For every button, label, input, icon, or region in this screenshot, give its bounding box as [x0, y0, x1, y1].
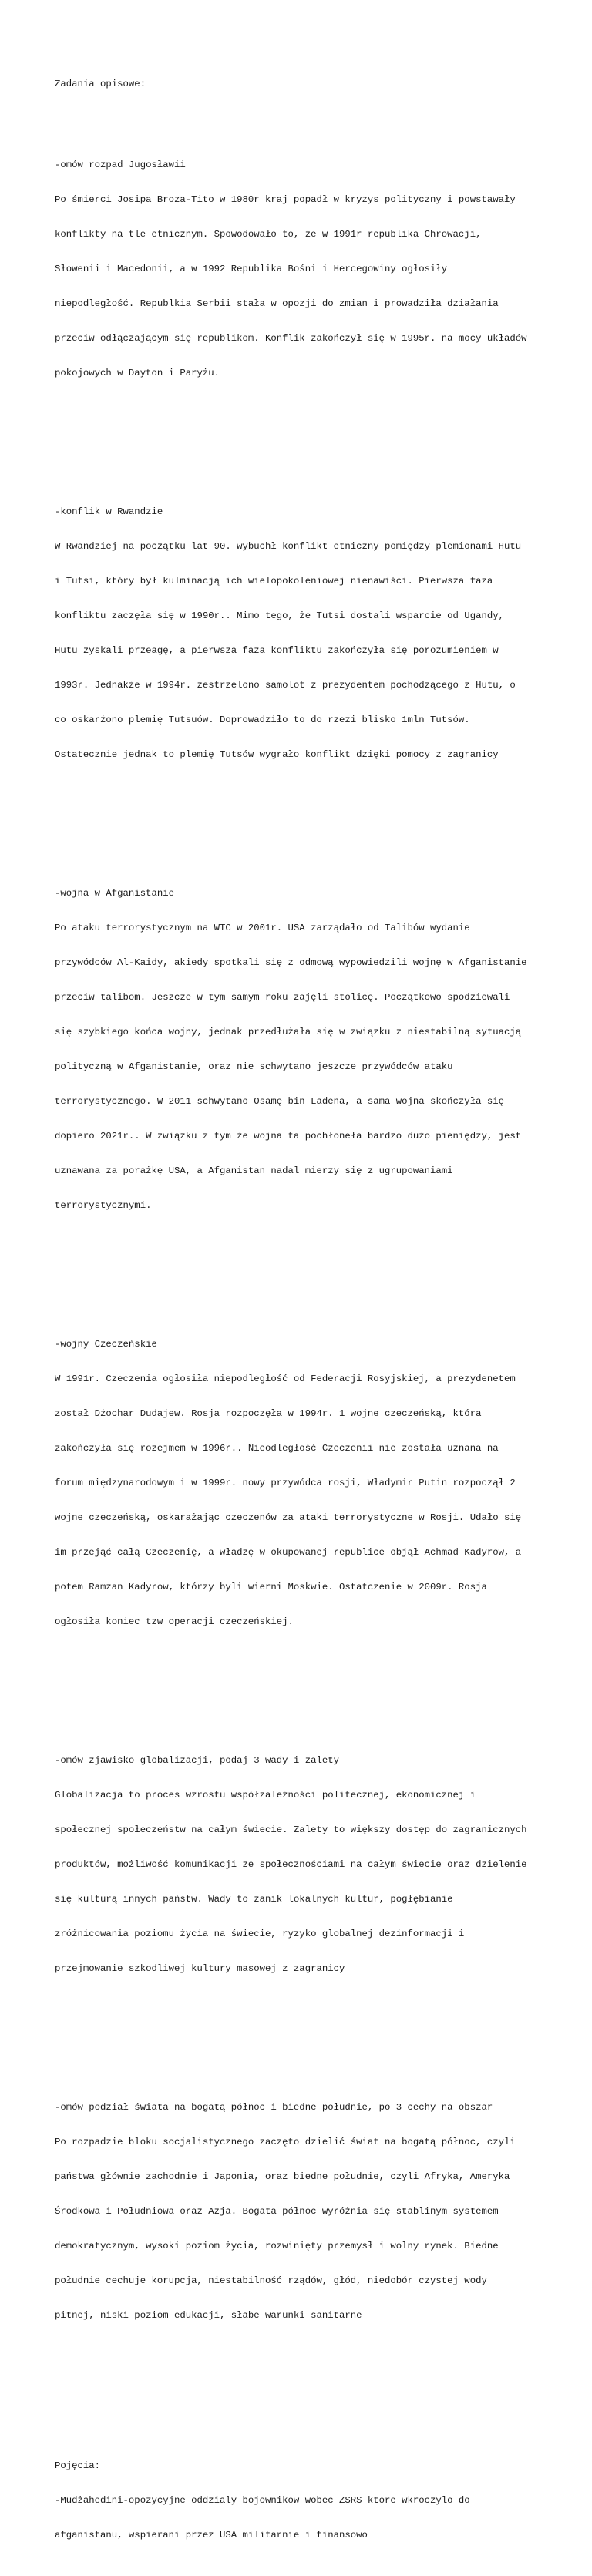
paragraph-line: konfliktu zaczęła się w 1990r.. Mimo tego, że Tutsi dostali wsparcie od Ugandy, — [55, 610, 504, 621]
paragraph-line: dopiero 2021r.. W związku z tym że wojna ta pochłoneła bardzo dużo pieniędzy, jest — [55, 1131, 522, 1142]
paragraph-line: przywódców Al-Kaidy, akiedy spotkali się z odmową wypowiedzili wojnę w Afganistanie — [55, 957, 527, 968]
section-afghanistan — [55, 865, 548, 1235]
paragraph-line: 1993r. Jednakże w 1994r. zestrzelono samolot z prezydentem pochodzącego z Hutu, o — [55, 680, 516, 691]
paragraph-line: się szybkiego końca wojny, jednak przedłużała się w związku z niestabilną sytuacją — [55, 1027, 522, 1037]
paragraph-line: Po śmierci Josipa Broza-Tito w 1980r kraj popadł w kryzys polityczny i powstawały — [55, 194, 516, 205]
paragraph-line: demokratycznym, wysoki poziom życia, rozwinięty przemysł i wolny rynek. Biedne — [55, 2241, 499, 2251]
paragraph-line: się kulturą innych państw. Wady to zanik lokalnych kultur, pogłębianie — [55, 1894, 453, 1905]
concepts-heading: Pojęcia: — [55, 2460, 101, 2471]
paragraph-line: niepodległość. Republkia Serbii stała w opozji do zmian i prowadziła działania — [55, 298, 499, 309]
paragraph-line: Środkowa i Południowa oraz Azja. Bogata północ wyróżnia się stablinym systemem — [55, 2206, 499, 2217]
blank-line — [55, 425, 548, 437]
paragraph-line: przeciw odłączającym się republikom. Konflik zakończył się w 1995r. na mocy układów — [55, 333, 527, 344]
paragraph-line: Hutu zyskali przeagę, a pierwsza faza konfliktu zakończyła się porozumieniem w — [55, 645, 499, 656]
paragraph-line: zróżnicowania poziomu życia na świecie, ryzyko globalnej dezinformacji i — [55, 1929, 465, 1939]
paragraph-line: co oskarżono plemię Tutsuów. Doprowadziło to do rzezi blisko 1mln Tutsów. — [55, 715, 470, 725]
paragraph-line: przeciw talibom. Jeszcze w tym samym roku zajęli stolicę. Początkowo spodziewali — [55, 992, 510, 1003]
paragraph-line: Słowenii i Macedonii, a w 1992 Republika Bośni i Hercegowiny ogłosiły — [55, 264, 448, 274]
section-title: -konflik w Rwandzie — [55, 506, 163, 517]
paragraph-line: południe cechuje korupcja, niestabilność rządów, głód, niedobór czystej wody — [55, 2275, 487, 2286]
paragraph-line: Po ataku terrorystycznym na WTC w 2001r. USA zarządało od Talibów wydanie — [55, 923, 470, 933]
paragraph-line: wojne czeczeńską, oskarażając czeczenów za ataki terrorystyczne w Rosji. Udało się — [55, 1512, 522, 1523]
paragraph-line: Globalizacja to proces wzrostu współzależności politecznej, ekonomicznej i — [55, 1790, 476, 1801]
paragraph-line: produktów, możliwość komunikacji ze społecznościami na całym świecie oraz dzielenie — [55, 1859, 527, 1870]
paragraph-line: terrorystycznego. W 2011 schwytano Osamę bin Ladena, a sama wojna skończyła się — [55, 1096, 504, 1107]
concept-line: afganistanu, wspierani przez USA militarnie i finansowo — [55, 2530, 368, 2541]
paragraph-line: zakończyła się rozejmem w 1996r.. Nieodległość Czeczenii nie została uznana na — [55, 1443, 499, 1454]
paragraph-line: pitnej, niski poziom edukacji, słabe warunki sanitarne — [55, 2310, 362, 2321]
section-title: -wojny Czeczeńskie — [55, 1339, 157, 1350]
blank-line — [55, 2021, 548, 2033]
document-heading: Zadania opisowe: — [55, 79, 146, 89]
paragraph-line: W 1991r. Czeczenia ogłosiła niepodległość od Federacji Rosyjskiej, a prezydenetem — [55, 1374, 516, 1384]
paragraph-line: społecznej społeczeństw na całym świecie. Zalety to większy dostęp do zagranicznych — [55, 1824, 527, 1835]
blank-line — [55, 807, 548, 819]
paragraph-line: polityczną w Afganistanie, oraz nie schwytano jeszcze przywódców ataku — [55, 1061, 453, 1072]
blank-line — [55, 1674, 548, 1686]
paragraph-line: uznawana za porażkę USA, a Afganistan nadal mierzy się z ugrupowaniami — [55, 1165, 453, 1176]
concept-line: -Mudżahedini-opozycyjne oddzialy bojownikow wobec ZSRS ktore wkroczylo do — [55, 2495, 470, 2506]
paragraph-line: im przejąć całą Czeczenię, a władzę w okupowanej republice objął Achmad Kadyrow, a — [55, 1547, 522, 1558]
paragraph-line: przejmowanie szkodliwej kultury masowej z zagranicy — [55, 1963, 345, 1974]
section-title: -wojna w Afganistanie — [55, 888, 174, 899]
paragraph-line: potem Ramzan Kadyrow, którzy byli wierni Moskwie. Ostatczenie w 2009r. Rosja — [55, 1582, 487, 1592]
blank-line — [55, 1258, 548, 1270]
section-yugoslavia — [55, 136, 548, 402]
section-rwanda — [55, 483, 548, 784]
paragraph-line: państwa głównie zachodnie i Japonia, oraz biedne południe, czyli Afryka, Ameryka — [55, 2171, 510, 2182]
paragraph-line: terrorystycznymi. — [55, 1200, 152, 1211]
paragraph-line: W Rwandziej na początku lat 90. wybuchł konflikt etniczny pomiędzy plemionami Hutu — [55, 541, 522, 552]
paragraph-line: Ostatecznie jednak to plemię Tutsów wygrało konflikt dzięki pomocy z zagranicy — [55, 749, 499, 760]
paragraph-line: i Tutsi, który był kulminacją ich wielopokoleniowej nienawiści. Pierwsza faza — [55, 576, 493, 587]
document-page — [55, 55, 548, 2576]
section-title: -omów podział świata na bogatą północ i biedne południe, po 3 cechy na obszar — [55, 2102, 493, 2113]
section-chechen-wars — [55, 1316, 548, 1651]
section-title: -omów zjawisko globalizacji, podaj 3 wady i zalety — [55, 1755, 339, 1766]
paragraph-line: ogłosiła koniec tzw operacji czeczeńskiej. — [55, 1616, 294, 1627]
section-title: -omów rozpad Jugosławii — [55, 160, 186, 170]
paragraph-line: Po rozpadzie bloku socjalistycznego zaczęto dzielić świat na bogatą północ, czyli — [55, 2137, 516, 2147]
section-globalization — [55, 1732, 548, 1998]
paragraph-line: pokojowych w Dayton i Paryżu. — [55, 368, 220, 378]
paragraph-line: został Dżochar Dudajew. Rosja rozpoczęła w 1994r. 1 wojne czeczeńską, która — [55, 1408, 482, 1419]
section-concepts — [55, 2437, 548, 2564]
paragraph-line: forum międzynarodowym i w 1999r. nowy przywódca rosji, Władymir Putin rozpoczął 2 — [55, 1478, 516, 1488]
section-north-south-divide — [55, 2079, 548, 2345]
blank-line — [55, 2368, 548, 2391]
paragraph-line: konflikty na tle etnicznym. Spowodowało to, że w 1991r republika Chrowacji, — [55, 229, 482, 240]
